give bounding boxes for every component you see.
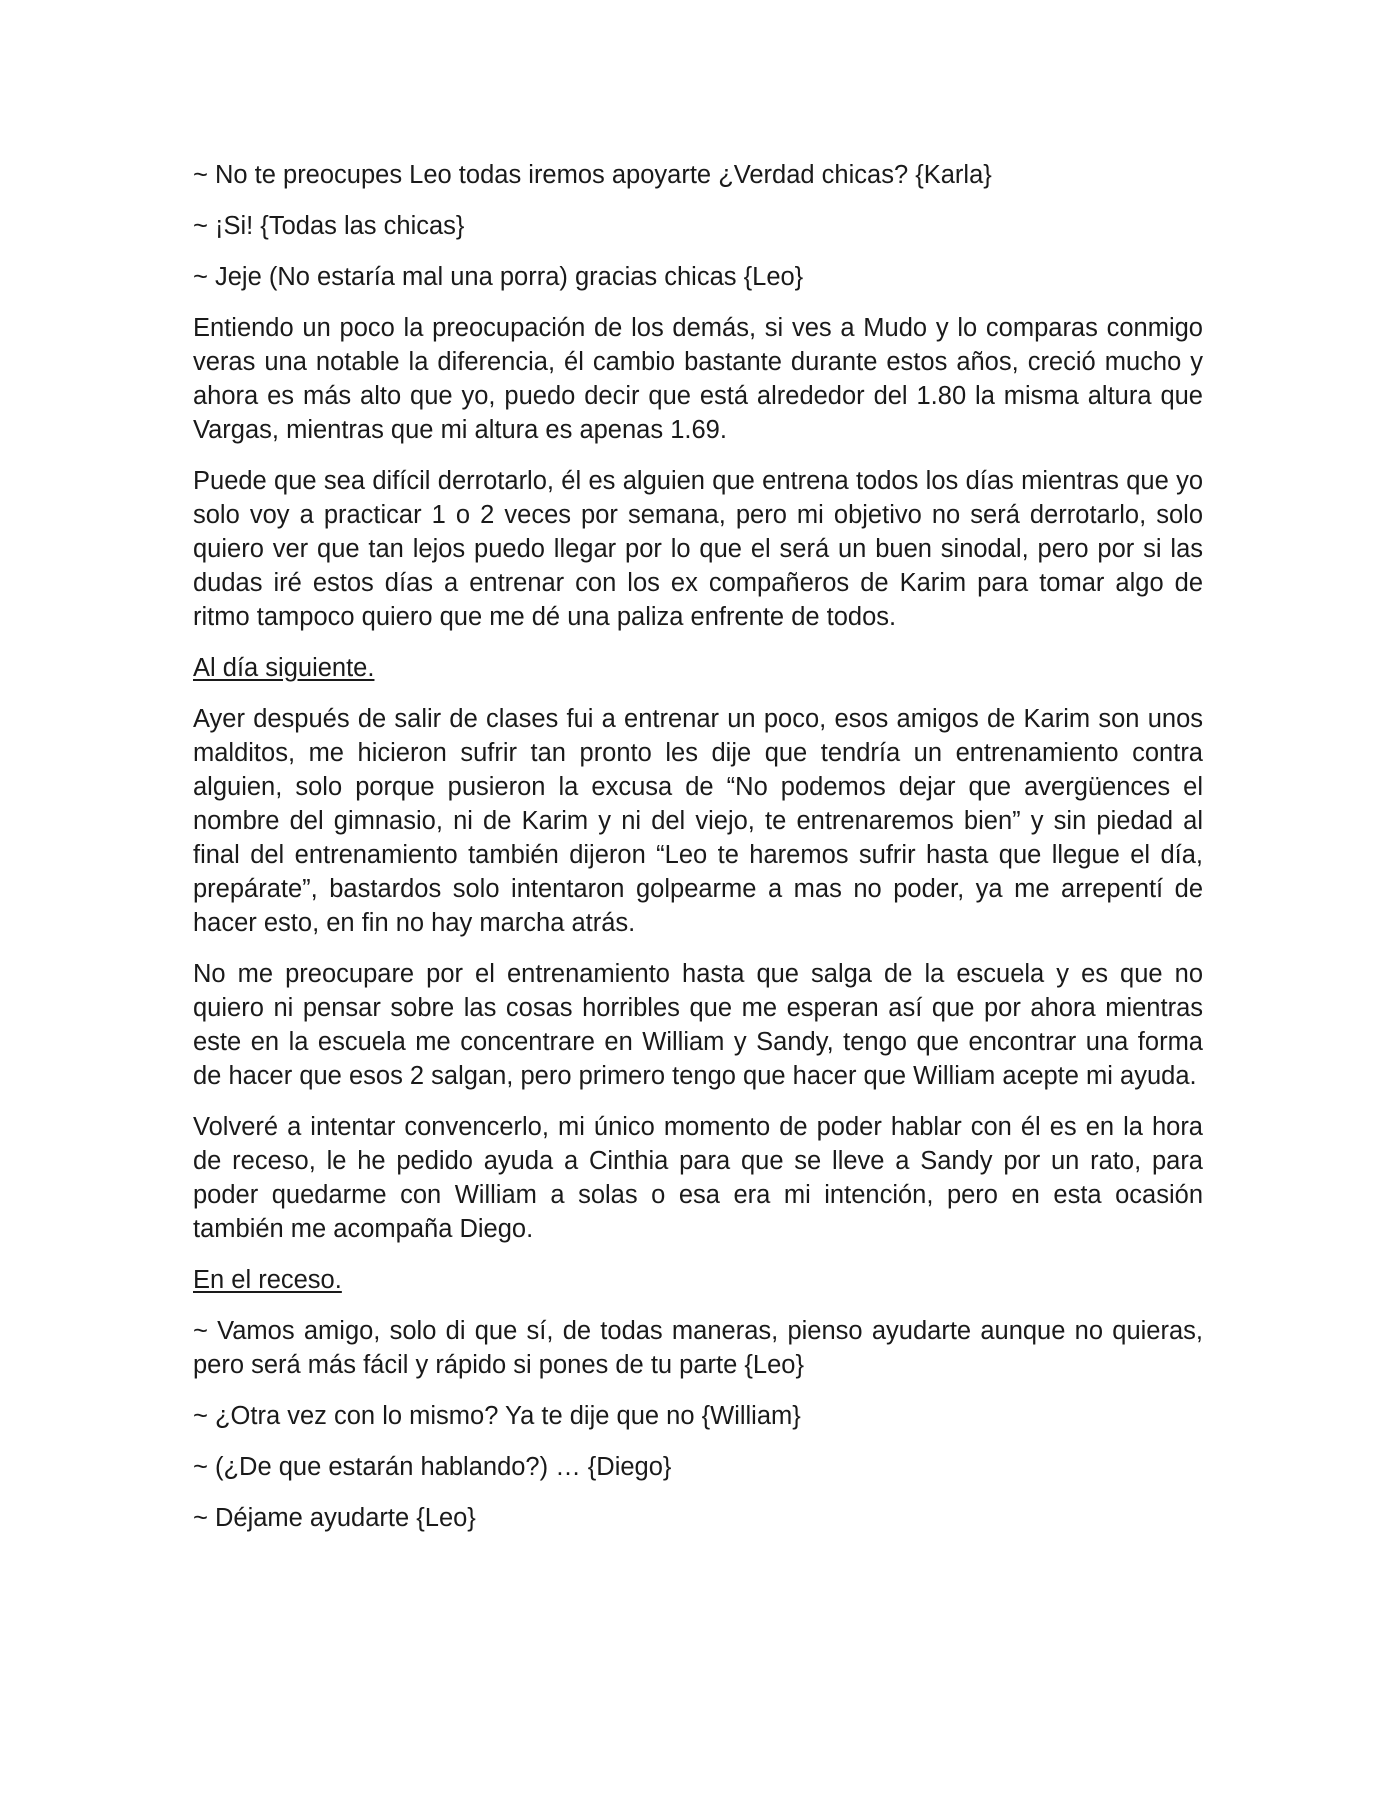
dialogue-line-leo: ~ Jeje (No estaría mal una porra) gracias chicas {Leo} (193, 263, 804, 291)
narrative-paragraph: Puede que sea difícil derrotarlo, él es alguien que entrena todos los días mientras que yo solo voy a practicar 1 o 2 veces por semana, pero mi objetivo no será derrotarlo, solo quiero ver que tan lejos puedo llegar por lo que el será un buen sinodal, pero por si las dudas iré estos días a entrenar con los ex compañeros de Karim para tomar algo de ritmo tampoco quiero que me dé una paliza enfrente de todos. (193, 467, 1203, 631)
scene-heading: En el receso. (193, 1266, 342, 1294)
dialogue-line-all-girls: ~ ¡Si! {Todas las chicas} (193, 212, 465, 240)
narrative-paragraph: Ayer después de salir de clases fui a entrenar un poco, esos amigos de Karim son unos malditos, me hicieron sufrir tan pronto les dije que tendría un entrenamiento contra alguien, solo porque pusieron la excusa de “No podemos dejar que avergüences el nombre del gimnasio, ni de Karim y ni del viejo, te entrenaremos bien” y sin piedad al final del entrenamiento también dijeron “Leo te haremos sufrir hasta que llegue el día, prepárate”, bastardos solo intentaron golpearme a mas no poder, ya me arrepentí de hacer esto, en fin no hay marcha atrás. (193, 705, 1203, 937)
narrative-paragraph: No me preocupare por el entrenamiento hasta que salga de la escuela y es que no quiero ni pensar sobre las cosas horribles que me esperan así que por ahora mientras este en la escuela me concentrare en William y Sandy, tengo que encontrar una forma de hacer que esos 2 salgan, pero primero tengo que hacer que William acepte mi ayuda. (193, 960, 1203, 1090)
dialogue-line-leo: ~ Déjame ayudarte {Leo} (193, 1504, 476, 1532)
dialogue-line-diego: ~ (¿De que estarán hablando?) … {Diego} (193, 1453, 672, 1481)
scene-heading: Al día siguiente. (193, 654, 375, 682)
document-page (193, 158, 1203, 1552)
dialogue-line-leo: ~ Vamos amigo, solo di que sí, de todas maneras, pienso ayudarte aunque no quieras, pero será más fácil y rápido si pones de tu parte {Leo} (193, 1317, 1203, 1379)
dialogue-line-karla: ~ No te preocupes Leo todas iremos apoyarte ¿Verdad chicas? {Karla} (193, 161, 992, 189)
dialogue-line-william: ~ ¿Otra vez con lo mismo? Ya te dije que no {William} (193, 1402, 801, 1430)
narrative-paragraph: Entiendo un poco la preocupación de los demás, si ves a Mudo y lo comparas conmigo veras una notable la diferencia, él cambio bastante durante estos años, creció mucho y ahora es más alto que yo, puedo decir que está alrededor del 1.80 la misma altura que Vargas, mientras que mi altura es apenas 1.69. (193, 314, 1203, 444)
narrative-paragraph: Volveré a intentar convencerlo, mi único momento de poder hablar con él es en la hora de receso, le he pedido ayuda a Cinthia para que se lleve a Sandy por un rato, para poder quedarme con William a solas o esa era mi intención, pero en esta ocasión también me acompaña Diego. (193, 1113, 1203, 1243)
